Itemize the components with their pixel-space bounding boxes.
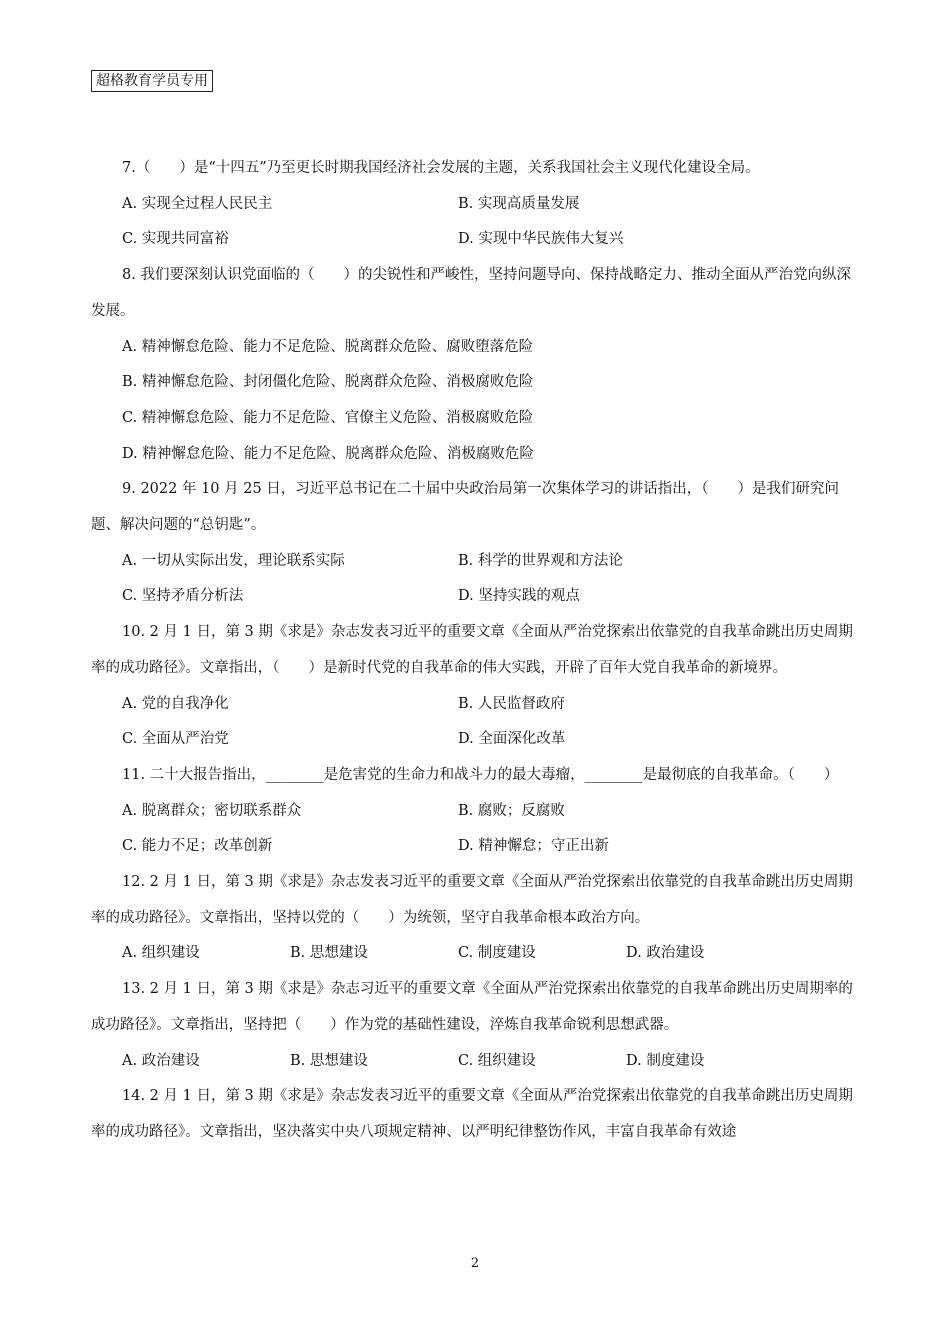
question-8 (91, 258, 861, 472)
question-12 (91, 865, 861, 972)
question-stem: 8. 我们要深刻认识党面临的（ ）的尖锐性和严峻性，坚持问题导向、保持战略定力、推动全面从严治党向纵深发展。 (91, 267, 851, 319)
question-13 (91, 972, 861, 1079)
option-a: A. 实现全过程人民民主 (122, 195, 273, 212)
question-stem: 9. 2022 年 10 月 25 日，习近平总书记在二十届中央政治局第一次集体学习的讲话指出，（ ）是我们研究问题、解决问题的“总钥匙”。 (91, 481, 840, 534)
option-b: B. 人民监督政府 (458, 695, 565, 712)
question-stem: 7.（ ）是“十四五”乃至更长时期我国经济社会发展的主题，关系我国社会主义现代化建设全局。 (122, 160, 760, 176)
option-b: B. 腐败；反腐败 (458, 802, 565, 819)
option-b: B. 实现高质量发展 (458, 195, 580, 212)
option-c: C. 制度建设 (458, 945, 536, 962)
option-d: D. 制度建设 (626, 1052, 705, 1069)
question-stem: 11. 二十大报告指出，________是危害党的生命力和战斗力的最大毒瘤，________是最彻底的自我革命。（ ） (122, 766, 839, 783)
option-c: C. 全面从严治党 (122, 731, 229, 748)
option-d: D. 实现中华民族伟大复兴 (458, 231, 624, 248)
option-a: A. 精神懈怠危险、能力不足危险、脱离群众危险、腐败堕落危险 (122, 338, 534, 355)
question-10 (91, 615, 861, 758)
option-c: C. 实现共同富裕 (122, 231, 229, 248)
option-a: A. 一切从实际出发，理论联系实际 (122, 552, 345, 569)
option-c: C. 精神懈怠危险、能力不足危险、官僚主义危险、消极腐败危险 (122, 409, 534, 426)
option-a: A. 政治建设 (122, 1052, 200, 1069)
question-stem: 10. 2 月 1 日，第 3 期《求是》杂志发表习近平的重要文章《全面从严治党探索出依靠党的自我革命跳出历史周期率的成功路径》。文章指出，（ ）是新时代党的自我革命的伟大实践，开辟了百年大党自我革命的新境界。 (91, 624, 853, 676)
option-b: B. 思想建设 (290, 945, 368, 962)
option-a: A. 脱离群众；密切联系群众 (122, 802, 302, 819)
option-d: D. 精神懈怠危险、能力不足危险、脱离群众危险、消极腐败危险 (122, 445, 534, 462)
option-b: B. 思想建设 (290, 1052, 368, 1069)
option-b: B. 科学的世界观和方法论 (458, 552, 623, 569)
header-label: 超格教育学员专用 (91, 70, 213, 92)
option-c: C. 能力不足；改革创新 (122, 838, 273, 855)
option-d: D. 精神懈怠；守正出新 (458, 838, 609, 855)
question-stem: 12. 2 月 1 日，第 3 期《求是》杂志发表习近平的重要文章《全面从严治党探索出依靠党的自我革命跳出历史周期率的成功路径》。文章指出，坚持以党的（ ）为统领，坚守自我革命根本政治方向。 (91, 874, 853, 926)
option-d: D. 全面深化改革 (458, 731, 566, 748)
question-list (91, 151, 861, 1151)
option-a: A. 组织建设 (122, 945, 200, 962)
option-a: A. 党的自我净化 (122, 695, 229, 712)
page-number: 2 (470, 1256, 480, 1271)
question-stem: 13. 2 月 1 日，第 3 期《求是》杂志习近平的重要文章《全面从严治党探索出依靠党的自我革命跳出历史周期率的成功路径》。文章指出，坚持把（ ）作为党的基础性建设，淬炼自我革命锐利思想武器。 (91, 981, 853, 1033)
option-c: C. 组织建设 (458, 1052, 536, 1069)
option-d: D. 坚持实践的观点 (458, 588, 580, 605)
question-stem: 14. 2 月 1 日，第 3 期《求是》杂志发表习近平的重要文章《全面从严治党探索出依靠党的自我革命跳出历史周期率的成功路径》。文章指出，坚决落实中央八项规定精神、以严明纪律整饬作风，丰富自我革命有效途 (91, 1088, 853, 1140)
option-b: B. 精神懈怠危险、封闭僵化危险、脱离群众危险、消极腐败危险 (122, 374, 534, 391)
option-d: D. 政治建设 (626, 945, 705, 962)
question-11 (91, 758, 861, 865)
question-9 (91, 472, 861, 615)
question-14 (91, 1079, 861, 1150)
option-c: C. 坚持矛盾分析法 (122, 588, 244, 605)
question-7 (91, 151, 861, 258)
